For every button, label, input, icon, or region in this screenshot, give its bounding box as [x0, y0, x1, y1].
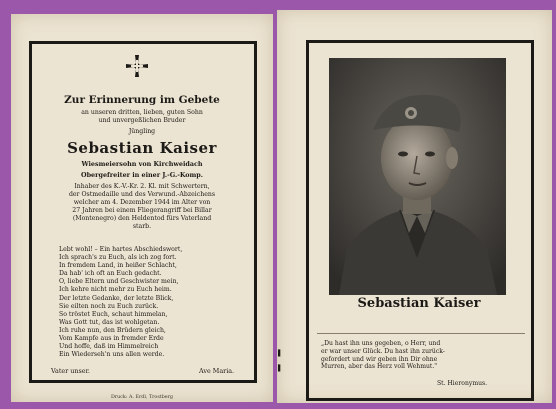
printer-credit: Druck: A. Erdl, Trostberg	[111, 395, 173, 400]
bio-line: starb.	[132, 223, 152, 230]
right-memorial-card	[277, 10, 552, 403]
memorial-heading: Zur Erinnerung im Gebete	[64, 94, 220, 106]
poem-line: In fremdem Land, in heißer Schlacht,	[59, 262, 177, 270]
origin-line: Wiesmeiersohn von Kirchweidach	[81, 160, 203, 168]
poem-line: Da hab' ich oft an Euch gedacht.	[59, 270, 162, 278]
poem-line: Ich ruhe nun, den Brüdern gleich,	[59, 326, 166, 334]
bio-line: welcher am 4. Dezember 1944 im Alter von	[73, 199, 211, 206]
rank-prefix: Jüngling	[128, 128, 156, 135]
unit-line: Obergefreiter in einer J.-G.-Komp.	[81, 171, 203, 179]
bio-line: Inhaber des K.-V.-Kr. 2. Kl. mit Schwertern,	[74, 183, 210, 190]
poem-line: O, liebe Eltern und Geschwister mein,	[59, 278, 179, 286]
hieronymus-quote	[321, 340, 525, 371]
intro-line-2: und unvergeßlichen Bruder	[98, 117, 186, 124]
prayer-left: Vater unser.	[51, 367, 90, 375]
intro-line-1: an unseren dritten, lieben, guten Sohn	[81, 109, 203, 116]
quote-line: gefordert und wir geben ihn Dir ohne	[321, 355, 438, 363]
poem-line: Was Gott tut, das ist wohlgetan.	[59, 318, 160, 326]
left-memorial-card	[11, 14, 273, 402]
deceased-name: Sebastian Kaiser	[67, 139, 217, 157]
bio-line: (Montenegro) den Heldentod fürs Vaterland	[72, 215, 212, 222]
poem-line: Sie eilten noch zu Euch zurück.	[59, 302, 159, 310]
edge-glyph: ▌	[278, 365, 283, 372]
poem-line: So tröstet Euch, schaut himmelan,	[59, 310, 168, 318]
poem-line: Ein Wiederseh'n uns allen werde.	[59, 351, 165, 359]
portrait-caption-name: Sebastian Kaiser	[357, 296, 481, 311]
bio-line: der Ostmedaille und des Verwund.-Abzeichens	[68, 191, 216, 198]
farewell-poem	[59, 246, 249, 359]
poem-line: Ich kehre nicht mehr zu Euch heim.	[59, 286, 172, 294]
edge-glyph: ▌	[278, 350, 283, 357]
iron-cross-icon	[125, 54, 149, 78]
soldier-portrait-photo	[329, 58, 506, 295]
quote-attribution: St. Hieronymus.	[437, 380, 488, 387]
prayer-right: Ave Maria.	[199, 367, 235, 375]
quote-line: „Du hast ihn uns gegeben, o Herr, und	[321, 340, 441, 347]
poem-line: Der letzte Gedanke, der letzte Blick,	[59, 294, 174, 302]
quote-divider	[317, 333, 525, 334]
poem-line: Ich sprach's zu Euch, als ich zog fort.	[59, 254, 177, 262]
poem-line: Lebt wohl! – Ein hartes Abschiedswort,	[59, 246, 183, 253]
poem-line: Und hoffe, daß im Himmelreich	[59, 343, 159, 351]
quote-line: er war unser Glück. Du hast ihn zurück-	[321, 347, 445, 355]
quote-line: Murren, aber das Herz voll Wehmut."	[321, 363, 438, 371]
poem-line: Vom Kampfe aus in fremder Erde	[59, 335, 164, 343]
bio-line: 27 Jahren bei einem Fliegerangriff bei Billar	[72, 207, 212, 214]
